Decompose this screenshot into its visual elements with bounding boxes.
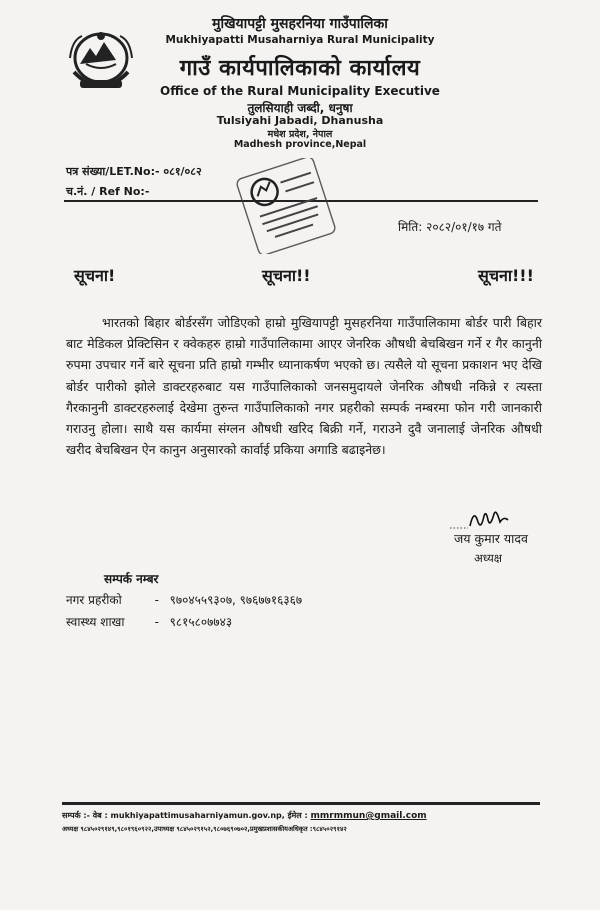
footer-email-label: ईमेल : — [287, 811, 308, 820]
contact-label: स्वास्थ्य शाखा — [66, 615, 125, 629]
footer-website-link[interactable]: mukhiyapattimusaharniyamun.gov.np, — [110, 811, 285, 820]
notice-heading-3: सूचना!!! — [478, 266, 534, 285]
office-title-nepali: गाउँ कार्यपालिकाको कार्यालय — [179, 56, 421, 81]
office-title-english: Office of the Rural Municipality Executive — [160, 84, 440, 98]
municipality-name-english: Mukhiyapatti Musaharniya Rural Municipality — [165, 34, 435, 46]
footer-email-link[interactable]: mmrmmun@gmail.com — [310, 811, 427, 821]
ref-number-label: च.नं. / Ref No:- — [66, 185, 150, 198]
contact-heading: सम्पर्क नम्बर — [104, 572, 159, 586]
signatory-name: जय कुमार यादव — [454, 531, 528, 546]
contact-number: ९८१५८०७७४३ — [169, 615, 233, 629]
notice-heading-2: सूचना!! — [262, 266, 311, 285]
municipality-name-nepali: मुखियापट्टी मुसहरनिया गाउँपालिका — [212, 16, 388, 32]
date-value: २०८२/०१/१७ गते — [426, 220, 502, 234]
notice-body: भारतको बिहार बोर्डरसँग जोडिएको हाम्रो मुखियापट्टी मुसहरनिया गाउँपालिकामा बोर्डर पारी बिहार बाट मेडिकल प्रेक्टिसिन र क्वेकहरु हाम्रो गाउँपालिकामा आएर जेनरिक औषधी बेचबिखन गर्ने र गैर कानुनी रुपमा उपचार गर्ने बारे सूचना प्रति हाम्रो गम्भीर ध्यानाकर्षण भएको छ। त्यसैले यो सूचना प्रकाशन भए देखि बोर्डर पारीको झोले डाक्टरहरुबाट यस गाउँपालिकाको जनसमुदायले जेनरिक औषधी नकिन्ने र त्यस्ता गैरकानुनी डाक्टरहरुलाई देखेमा तुरुन्त गाउँपालिकाको नगर प्रहरीको सम्पर्क नम्बरमा फोन गरी जानकारी गराउनु होला। साथै यस कार्यमा संग्लन औषधी खरिद बिक्री गर्ने, गराउने दुवै जनालाई जेनरिक औषधी खरीद बेचबिखन ऐन कानुन अनुसारको कार्वाई प्रकिया अगाडि बढाइनेछ। — [66, 315, 542, 458]
letter-number-label: पत्र संख्या/LET.No:- — [66, 165, 160, 178]
signatory-title: अध्यक्ष — [474, 551, 503, 565]
office-stamp-icon — [236, 158, 336, 254]
nepal-emblem-icon — [66, 28, 136, 96]
address-english: Tulsiyahi Jabadi, Dhanusha — [216, 114, 384, 127]
address-nepali: तुलसियाही जब्दी, धनुषा — [247, 101, 353, 115]
letter-number-value: ०८१/०८२ — [163, 165, 202, 178]
province-nepali: मधेश प्रदेश, नेपाल — [267, 129, 333, 140]
contact-number: ९७०४५५९३०७, ९७६७७१६३६७ — [169, 593, 303, 607]
footer-contact-line — [62, 810, 542, 821]
contact-row — [66, 591, 302, 608]
footer-web-label: सम्पर्क :- वेब : — [62, 811, 108, 820]
province-english: Madhesh province,Nepal — [233, 139, 367, 150]
date-line — [398, 218, 502, 235]
letter-number-line — [66, 164, 202, 179]
contact-dash: - — [154, 615, 159, 629]
footer-phone-line: अध्यक्ष ९८४५०२९१४९,९८०१९६०९२२,उपाध्यक्ष ९८४५०२९१५२,९८०७६९०७०२,प्रमुखप्रशासकीयअधिकृत :९८४५०२९१४२ — [62, 825, 347, 833]
footer-divider — [62, 802, 540, 805]
date-label: मिति: — [398, 220, 423, 234]
contact-dash: - — [154, 593, 159, 607]
contact-row — [66, 613, 232, 630]
contact-label: नगर प्रहरीको — [66, 593, 122, 607]
notice-heading-1: सूचना! — [74, 266, 116, 285]
